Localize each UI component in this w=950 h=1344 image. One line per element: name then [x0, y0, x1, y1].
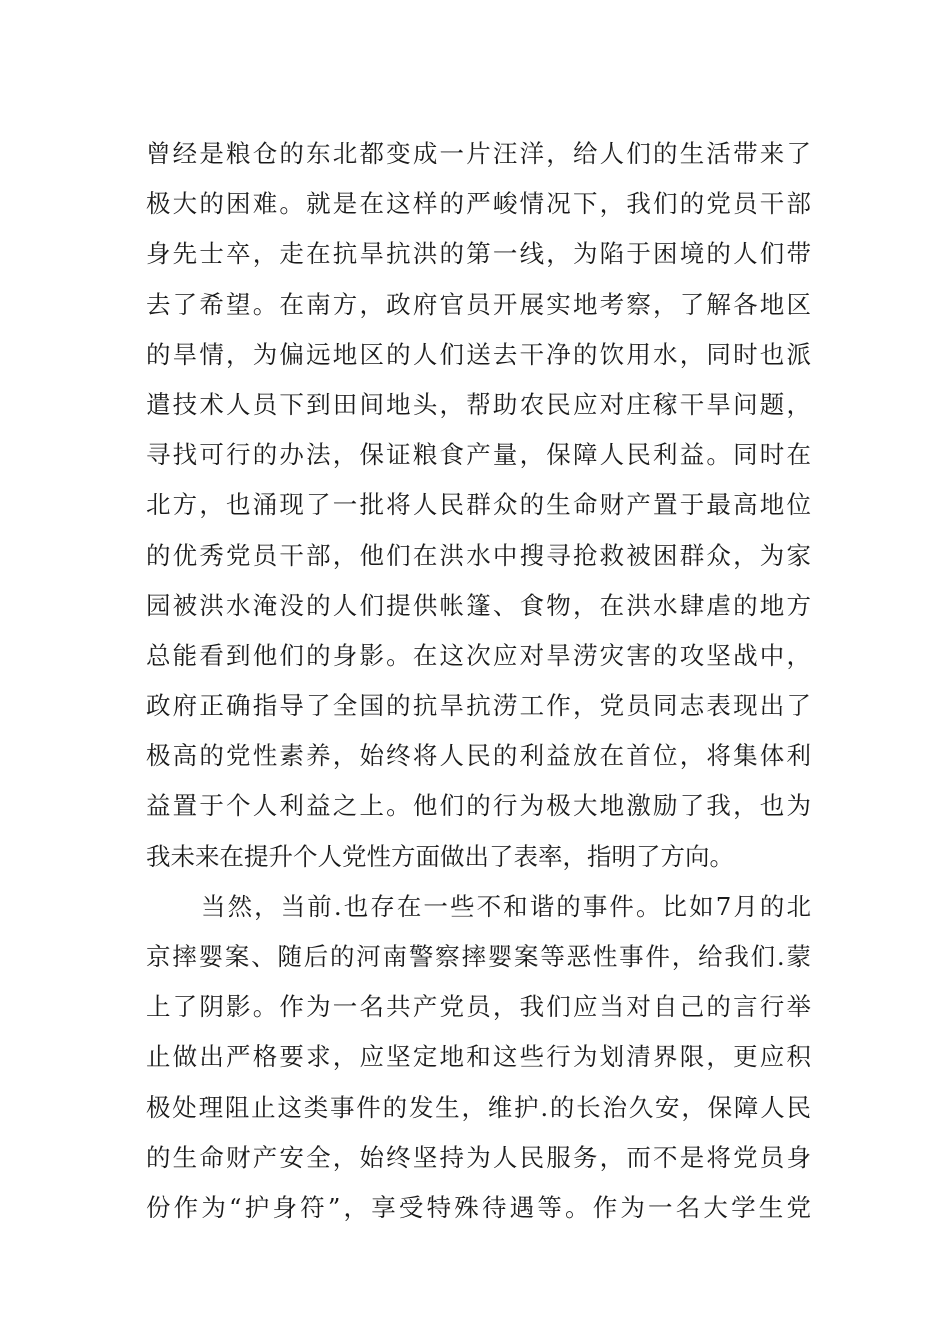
text-line: 京摔婴案、随后的河南警察摔婴案等恶性事件，给我们.蒙: [146, 942, 811, 971]
paragraph-2: [146, 882, 811, 1233]
text-line: 曾经是粮仓的东北都变成一片汪洋，给人们的生活带来了: [146, 139, 811, 168]
text-line: 身先士卒，走在抗旱抗洪的第一线，为陷于困境的人们带: [146, 239, 811, 269]
text-line: 极处理阻止这类事件的发生，维护.的长治久安，保障人民: [146, 1092, 811, 1122]
text-line: 北方，也涌现了一批将人民群众的生命财产置于最高地位: [146, 490, 811, 520]
text-line: 总能看到他们的身影。在这次应对旱涝灾害的攻坚战中，: [146, 640, 811, 670]
text-line: 寻找可行的办法，保证粮食产量，保障人民利益。同时在: [146, 440, 811, 470]
text-line: 园被洪水淹没的人们提供帐篷、食物，在洪水肆虐的地方: [146, 590, 811, 620]
text-line: 上了阴影。作为一名共产党员，我们应当对自己的言行举: [146, 992, 811, 1022]
text-line: 的优秀党员干部，他们在洪水中搜寻抢救被困群众，为家: [146, 540, 811, 570]
text-line: 当然，当前.也存在一些不和谐的事件。比如7月的北: [201, 891, 811, 921]
text-line: 极大的困难。就是在这样的严峻情况下，我们的党员干部: [146, 189, 811, 219]
text-line: 极高的党性素养，始终将人民的利益放在首位，将集体利: [146, 741, 811, 771]
text-line: 的旱情，为偏远地区的人们送去干净的饮用水，同时也派: [146, 339, 811, 369]
text-line: 止做出严格要求，应坚定地和这些行为划清界限，更应积: [146, 1042, 811, 1072]
paragraph-1: [146, 129, 811, 882]
document-body: [146, 129, 811, 1233]
text-line: 益置于个人利益之上。他们的行为极大地激励了我，也为: [146, 791, 811, 821]
text-line: 遣技术人员下到田间地头，帮助农民应对庄稼干旱问题，: [146, 389, 811, 419]
text-line: 份作为“护身符”，享受特殊待遇等。作为一名大学生党: [146, 1192, 811, 1222]
text-line: 我未来在提升个人党性方面做出了表率，指明了方向。: [146, 841, 734, 871]
text-line: 的生命财产安全，始终坚持为人民服务，而不是将党员身: [146, 1142, 811, 1172]
text-line: 去了希望。在南方，政府官员开展实地考察，了解各地区: [146, 289, 811, 319]
text-line: 政府正确指导了全国的抗旱抗涝工作，党员同志表现出了: [146, 691, 811, 721]
